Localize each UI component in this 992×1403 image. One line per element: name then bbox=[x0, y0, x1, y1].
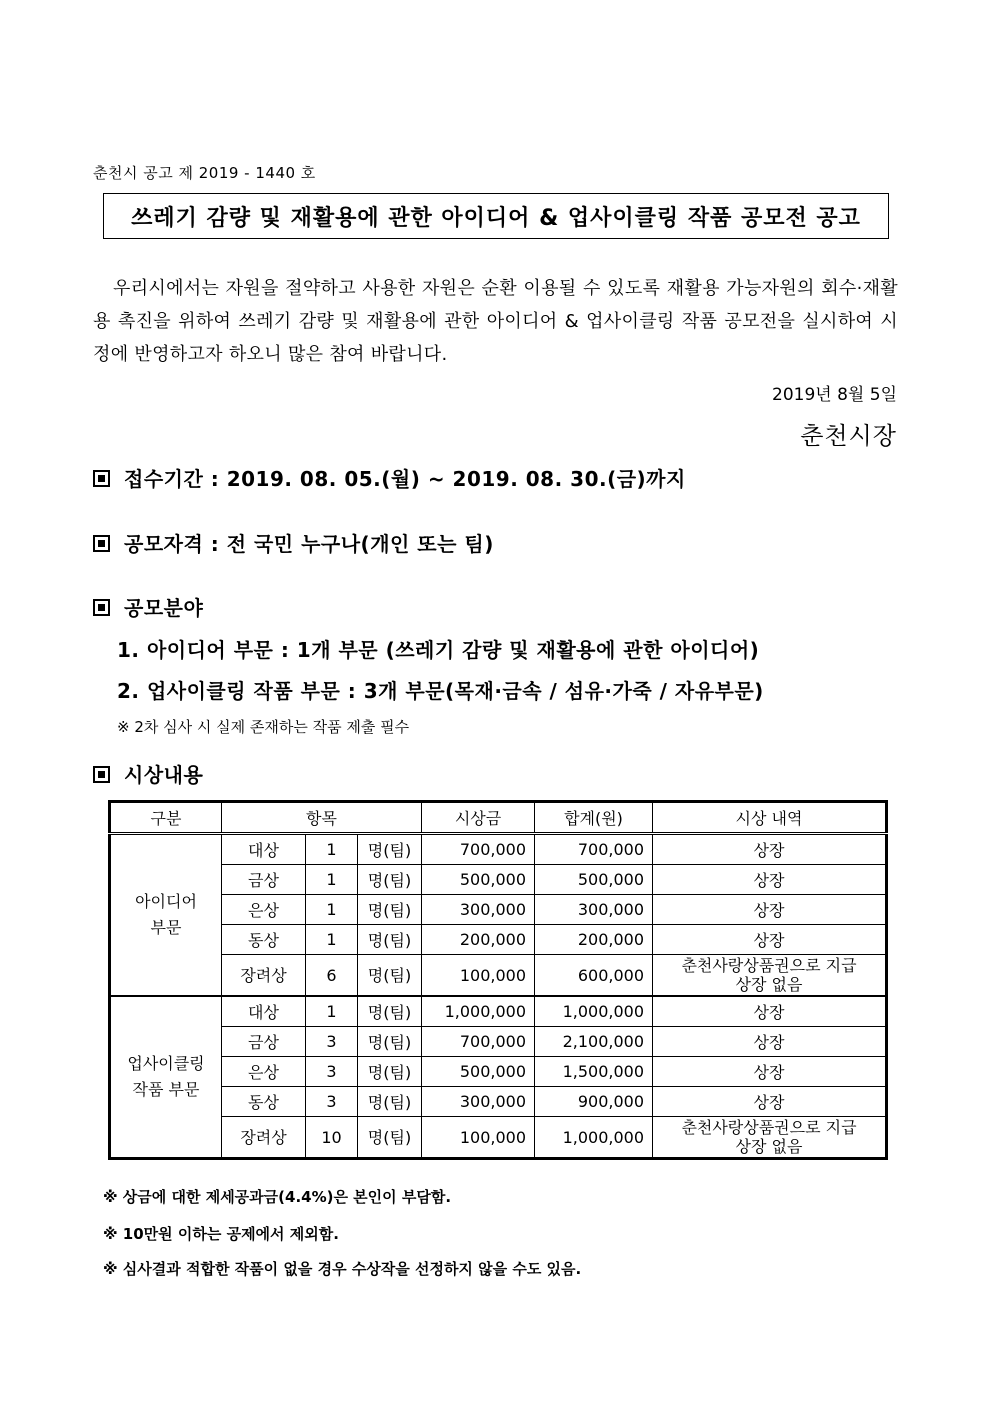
table-row bbox=[110, 1087, 887, 1117]
prize-cell: 700,000 bbox=[422, 834, 535, 865]
award-cell: 금상 bbox=[222, 1027, 306, 1057]
prize-cell: 1,000,000 bbox=[422, 996, 535, 1027]
detail-line: 춘천사랑상품권으로 지급 bbox=[681, 1118, 857, 1137]
group-upcycling bbox=[110, 996, 222, 1159]
table-row bbox=[110, 1027, 887, 1057]
unit-cell: 명(팀) bbox=[358, 1117, 422, 1159]
table-row bbox=[110, 1057, 887, 1087]
unit-cell: 명(팀) bbox=[358, 955, 422, 997]
total-cell: 300,000 bbox=[535, 895, 653, 925]
award-cell: 장려상 bbox=[222, 1117, 306, 1159]
square-bullet-icon bbox=[93, 470, 110, 487]
section-fields-text: 공모분야 bbox=[124, 596, 204, 620]
award-cell: 은상 bbox=[222, 895, 306, 925]
total-cell: 500,000 bbox=[535, 865, 653, 895]
award-cell: 대상 bbox=[222, 996, 306, 1027]
prize-cell: 700,000 bbox=[422, 1027, 535, 1057]
section-eligibility-text: 공모자격 : 전 국민 누구나(개인 또는 팀) bbox=[124, 532, 494, 556]
total-cell: 2,100,000 bbox=[535, 1027, 653, 1057]
header-detail: 시상 내역 bbox=[653, 802, 887, 834]
detail-cell: 상장 bbox=[653, 996, 887, 1027]
count-cell: 1 bbox=[306, 996, 358, 1027]
detail-cell: 상장 bbox=[653, 1027, 887, 1057]
square-bullet-icon bbox=[93, 535, 110, 552]
section-fields bbox=[93, 592, 203, 621]
count-cell: 10 bbox=[306, 1117, 358, 1159]
prize-cell: 100,000 bbox=[422, 955, 535, 997]
square-bullet-icon bbox=[93, 599, 110, 616]
award-cell: 금상 bbox=[222, 865, 306, 895]
table-header-row bbox=[110, 802, 887, 834]
detail-cell bbox=[653, 1117, 887, 1159]
detail-cell bbox=[653, 955, 887, 997]
section-awards bbox=[93, 759, 203, 788]
count-cell: 1 bbox=[306, 895, 358, 925]
detail-cell: 상장 bbox=[653, 1087, 887, 1117]
detail-cell: 상장 bbox=[653, 1057, 887, 1087]
prize-cell: 500,000 bbox=[422, 1057, 535, 1087]
detail-cell: 상장 bbox=[653, 834, 887, 865]
section-period bbox=[93, 463, 686, 492]
total-cell: 200,000 bbox=[535, 925, 653, 955]
issuer: 춘천시장 bbox=[800, 422, 897, 450]
count-cell: 1 bbox=[306, 834, 358, 865]
intro-paragraph bbox=[93, 272, 898, 371]
table-row bbox=[110, 834, 887, 865]
prize-cell: 200,000 bbox=[422, 925, 535, 955]
award-cell: 은상 bbox=[222, 1057, 306, 1087]
detail-line: 춘천사랑상품권으로 지급 bbox=[681, 956, 857, 975]
total-cell: 600,000 bbox=[535, 955, 653, 997]
footnote-tax: ※ 상금에 대한 제세공과금(4.4%)은 본인이 부담함. bbox=[103, 1188, 452, 1206]
count-cell: 1 bbox=[306, 925, 358, 955]
detail-line: 상장 없음 bbox=[735, 975, 803, 994]
detail-cell: 상장 bbox=[653, 865, 887, 895]
group-idea bbox=[110, 834, 222, 997]
unit-cell: 명(팀) bbox=[358, 1027, 422, 1057]
award-cell: 장려상 bbox=[222, 955, 306, 997]
award-cell: 대상 bbox=[222, 834, 306, 865]
count-cell: 1 bbox=[306, 865, 358, 895]
field-note: ※ 2차 심사 시 실제 존재하는 작품 제출 필수 bbox=[117, 718, 410, 736]
group-name-line: 아이디어 bbox=[135, 892, 197, 911]
unit-cell: 명(팀) bbox=[358, 1087, 422, 1117]
unit-cell: 명(팀) bbox=[358, 895, 422, 925]
header-total: 합계(원) bbox=[535, 802, 653, 834]
prize-cell: 100,000 bbox=[422, 1117, 535, 1159]
field-item-idea: 1. 아이디어 부문 : 1개 부문 (쓰레기 감량 및 재활용에 관한 아이디어) bbox=[117, 638, 760, 662]
total-cell: 900,000 bbox=[535, 1087, 653, 1117]
prize-cell: 300,000 bbox=[422, 895, 535, 925]
footnote-no-winner: ※ 심사결과 적합한 작품이 없을 경우 수상작을 선정하지 않을 수도 있음. bbox=[103, 1260, 582, 1278]
section-eligibility bbox=[93, 528, 494, 557]
count-cell: 3 bbox=[306, 1027, 358, 1057]
award-cell: 동상 bbox=[222, 1087, 306, 1117]
unit-cell: 명(팀) bbox=[358, 1057, 422, 1087]
section-awards-text: 시상내용 bbox=[124, 763, 204, 787]
square-bullet-icon bbox=[93, 766, 110, 783]
table-row bbox=[110, 865, 887, 895]
header-item: 항목 bbox=[222, 802, 422, 834]
section-period-text: 접수기간 : 2019. 08. 05.(월) ~ 2019. 08. 30.(금)까지 bbox=[124, 467, 686, 491]
header-prize: 시상금 bbox=[422, 802, 535, 834]
prize-cell: 500,000 bbox=[422, 865, 535, 895]
prize-cell: 300,000 bbox=[422, 1087, 535, 1117]
table-row bbox=[110, 955, 887, 997]
count-cell: 3 bbox=[306, 1087, 358, 1117]
footnote-exemption: ※ 10만원 이하는 공제에서 제외함. bbox=[103, 1225, 339, 1243]
page-title bbox=[103, 193, 889, 239]
unit-cell: 명(팀) bbox=[358, 834, 422, 865]
award-cell: 동상 bbox=[222, 925, 306, 955]
count-cell: 6 bbox=[306, 955, 358, 997]
notice-number: 춘천시 공고 제 2019 - 1440 호 bbox=[93, 164, 316, 182]
table-row bbox=[110, 996, 887, 1027]
table-row bbox=[110, 925, 887, 955]
detail-cell: 상장 bbox=[653, 925, 887, 955]
unit-cell: 명(팀) bbox=[358, 865, 422, 895]
unit-cell: 명(팀) bbox=[358, 996, 422, 1027]
count-cell: 3 bbox=[306, 1057, 358, 1087]
table-row bbox=[110, 895, 887, 925]
header-category: 구분 bbox=[110, 802, 222, 834]
unit-cell: 명(팀) bbox=[358, 925, 422, 955]
group-name-line: 업사이클링 bbox=[127, 1054, 205, 1073]
total-cell: 1,000,000 bbox=[535, 996, 653, 1027]
total-cell: 1,000,000 bbox=[535, 1117, 653, 1159]
total-cell: 1,500,000 bbox=[535, 1057, 653, 1087]
table-row bbox=[110, 1117, 887, 1159]
field-item-upcycling: 2. 업사이클링 작품 부문 : 3개 부문(목재·금속 / 섬유·가죽 / 자유부문) bbox=[117, 679, 764, 703]
group-name-line: 작품 부문 bbox=[132, 1080, 200, 1099]
intro-text: 우리시에서는 자원을 절약하고 사용한 자원은 순환 이용될 수 있도록 재활용 가능자원의 회수·재활용 촉진을 위하여 쓰레기 감량 및 재활용에 관한 아이디어 & 업사이클링 작품 공모전을 실시하여 시정에 반영하고자 하오니 많은 참여 바랍니다. bbox=[93, 278, 898, 365]
detail-line: 상장 없음 bbox=[735, 1137, 803, 1156]
notice-date: 2019년 8월 5일 bbox=[772, 385, 897, 405]
page-title-text: 쓰레기 감량 및 재활용에 관한 아이디어 & 업사이클링 작품 공모전 공고 bbox=[131, 205, 861, 231]
awards-table bbox=[108, 800, 888, 1160]
total-cell: 700,000 bbox=[535, 834, 653, 865]
detail-cell: 상장 bbox=[653, 895, 887, 925]
group-name-line: 부문 bbox=[150, 918, 182, 937]
